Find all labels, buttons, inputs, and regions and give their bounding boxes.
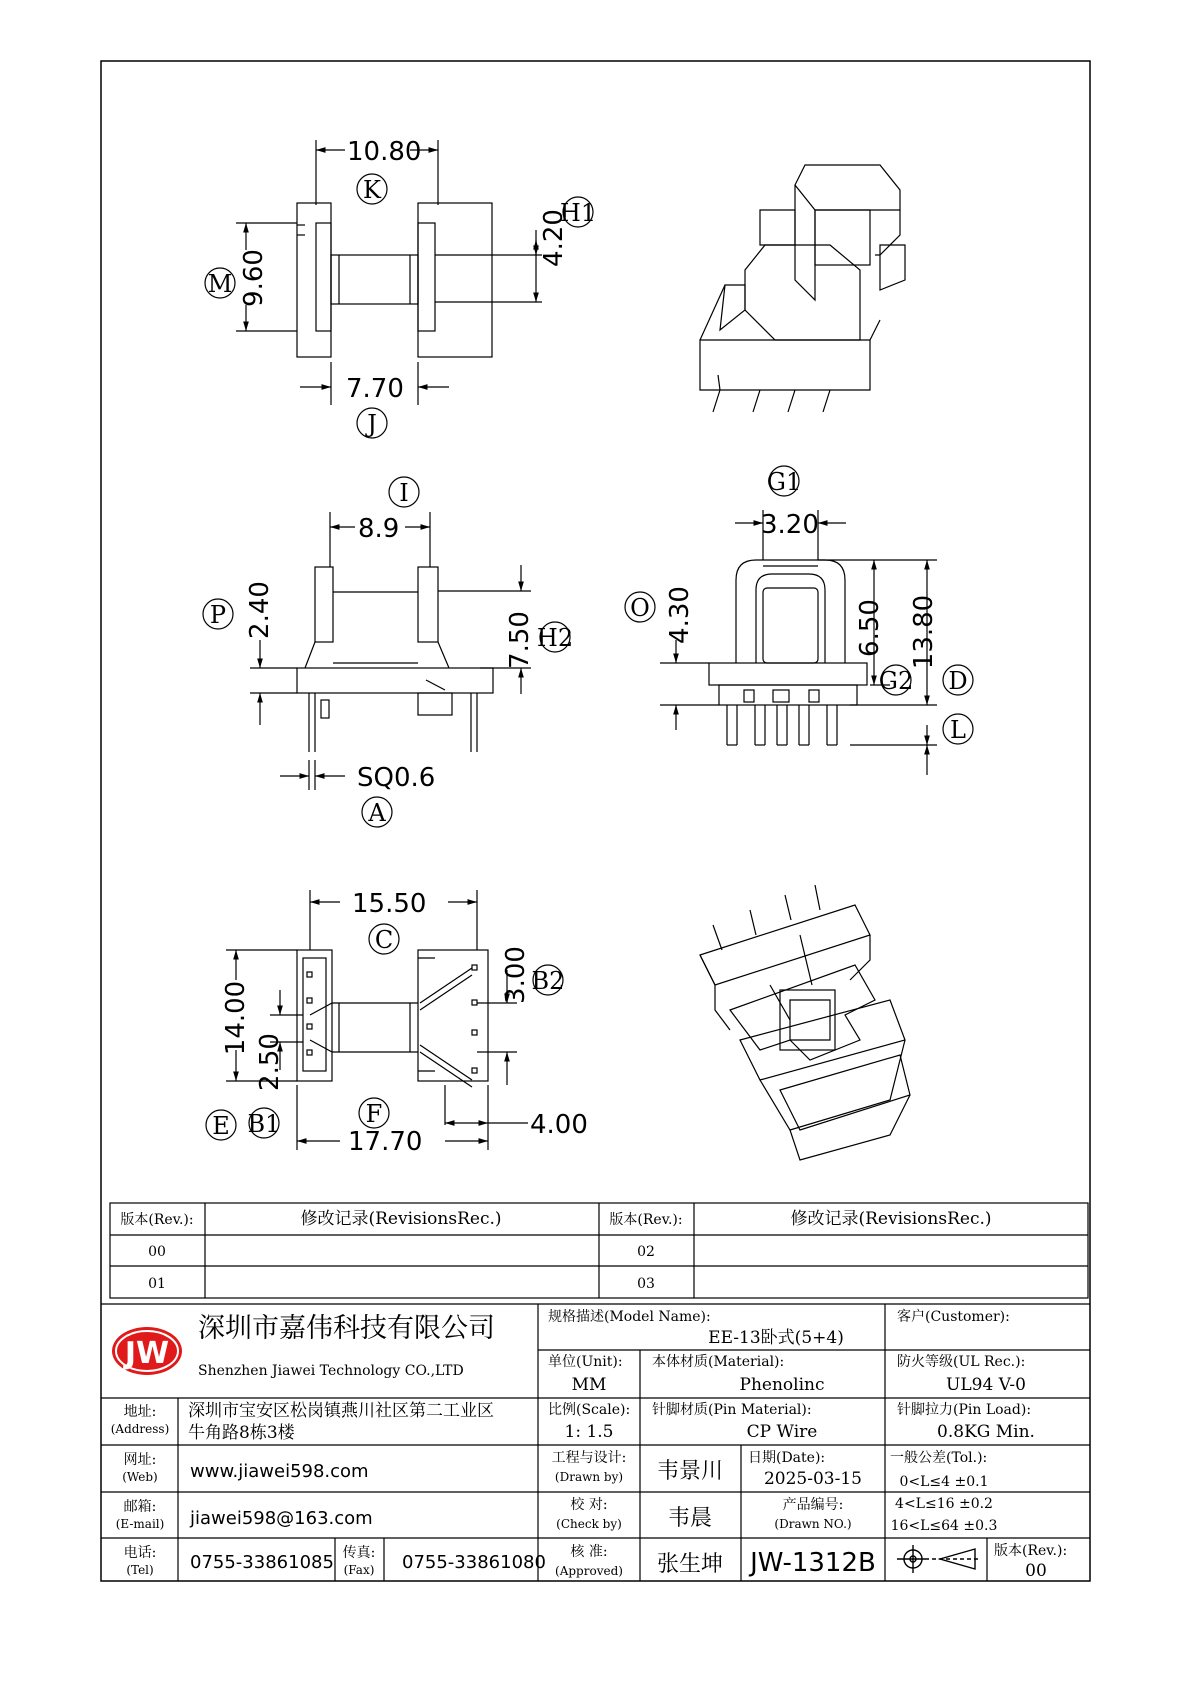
svg-text:D: D	[948, 667, 968, 695]
dim-H2-value: 7.50	[505, 611, 535, 669]
svg-text:地址:: 地址:	[123, 1404, 157, 1420]
svg-text:版本(Rev.):: 版本(Rev.):	[120, 1212, 194, 1228]
bottom-view	[297, 950, 488, 1087]
address-line-2: 牛角路8栋3楼	[188, 1423, 295, 1443]
svg-text:版本(Rev.):: 版本(Rev.):	[609, 1212, 683, 1228]
dim-K-value: 10.80	[347, 137, 422, 167]
dim-I-value: 8.9	[358, 514, 400, 544]
svg-text:电话:: 电话:	[123, 1545, 157, 1561]
svg-text:邮箱:: 邮箱:	[123, 1499, 157, 1515]
dim-E-value: 14.00	[221, 980, 251, 1056]
svg-text:P: P	[209, 601, 227, 629]
svg-text:M: M	[207, 270, 233, 298]
svg-text:JW: JW	[124, 1336, 170, 1371]
svg-text:(Check by): (Check by)	[556, 1517, 622, 1531]
dim-B1-value: 2.50	[255, 1033, 285, 1091]
svg-text:Phenolinc: Phenolinc	[739, 1375, 825, 1395]
svg-text:1: 1.5: 1: 1.5	[564, 1422, 614, 1442]
svg-text:C: C	[374, 926, 394, 954]
svg-text:I: I	[399, 479, 409, 507]
svg-text:版本(Rev.):: 版本(Rev.):	[994, 1543, 1068, 1559]
svg-text:O: O	[630, 594, 650, 622]
svg-text:针脚拉力(Pin Load):: 针脚拉力(Pin Load):	[897, 1402, 1032, 1418]
dim-L-value: 4.00	[530, 1110, 588, 1140]
svg-text:一般公差(Tol.):: 一般公差(Tol.):	[890, 1450, 988, 1466]
svg-text:修改记录(RevisionsRec.): 修改记录(RevisionsRec.)	[790, 1209, 992, 1229]
svg-text:00: 00	[148, 1244, 166, 1260]
dim-A-value: SQ0.6	[357, 763, 436, 793]
svg-text:(Drawn by): (Drawn by)	[554, 1470, 624, 1484]
svg-text:0.8KG Min.: 0.8KG Min.	[937, 1422, 1035, 1442]
svg-text:03: 03	[637, 1276, 655, 1292]
svg-text:A: A	[368, 799, 386, 827]
svg-text:2025-03-15: 2025-03-15	[763, 1469, 863, 1489]
model-name: EE-13卧式(5+4)	[708, 1328, 844, 1348]
svg-text:产品编号:: 产品编号:	[782, 1497, 844, 1513]
svg-text:工程与设计:: 工程与设计:	[551, 1450, 627, 1466]
address-line-1: 深圳市宝安区松岗镇燕川社区第二工业区	[188, 1401, 494, 1421]
dim-B2-value: 3.00	[501, 946, 531, 1004]
company-name-en: Shenzhen Jiawei Technology CO.,LTD	[198, 1363, 464, 1379]
svg-text:防火等级(UL Rec.):: 防火等级(UL Rec.):	[897, 1354, 1026, 1370]
svg-text:(Approved): (Approved)	[555, 1564, 623, 1578]
svg-text:E: E	[212, 1112, 230, 1140]
svg-text:客户(Customer):: 客户(Customer):	[897, 1309, 1010, 1325]
top-view	[297, 203, 492, 357]
svg-text:针脚材质(Pin Material):: 针脚材质(Pin Material):	[652, 1402, 812, 1418]
isometric-view-bottom	[700, 885, 910, 1160]
svg-text:MM: MM	[571, 1375, 607, 1395]
svg-text:核 准:: 核 准:	[570, 1544, 608, 1560]
svg-text:B1: B1	[247, 1110, 281, 1138]
svg-text:张生坤: 张生坤	[656, 1552, 724, 1577]
svg-text:(Drawn NO.): (Drawn NO.)	[774, 1517, 852, 1531]
front-view	[297, 567, 493, 752]
svg-text:4<L≤16 ±0.2: 4<L≤16 ±0.2	[895, 1496, 993, 1512]
svg-text:J: J	[367, 410, 377, 438]
isometric-view-top	[700, 165, 905, 412]
svg-text:CP Wire: CP Wire	[746, 1422, 818, 1442]
svg-text:规格描述(Model Name):: 规格描述(Model Name):	[548, 1309, 711, 1325]
svg-text:H2: H2	[536, 624, 574, 652]
dim-lines-front-view	[250, 512, 531, 790]
dim-P-value: 2.40	[245, 581, 275, 639]
dim-C-value: 15.50	[352, 889, 427, 919]
svg-text:比例(Scale):: 比例(Scale):	[548, 1402, 631, 1418]
svg-text:校 对:: 校 对:	[570, 1497, 608, 1513]
company-logo	[112, 1327, 182, 1375]
tel-number: 0755-33861085	[190, 1552, 334, 1573]
svg-text:韦景川: 韦景川	[656, 1459, 724, 1484]
svg-text:(Address): (Address)	[110, 1422, 170, 1436]
svg-text:01: 01	[148, 1276, 166, 1292]
drawing-number: JW-1312B	[750, 1548, 876, 1578]
web-url: www.jiawei598.com	[190, 1461, 369, 1482]
svg-text:00: 00	[1025, 1561, 1047, 1581]
dim-D-value: 13.80	[909, 594, 939, 670]
svg-text:H1: H1	[559, 199, 597, 227]
svg-text:(E-mail): (E-mail)	[115, 1517, 165, 1531]
svg-text:02: 02	[637, 1244, 655, 1260]
svg-text:韦晨: 韦晨	[667, 1506, 713, 1531]
side-view	[709, 560, 867, 745]
svg-text:(Fax): (Fax)	[343, 1563, 375, 1577]
projection-symbol-icon	[897, 1545, 980, 1573]
svg-text:日期(Date):: 日期(Date):	[748, 1450, 826, 1466]
svg-text:0<L≤4 ±0.1: 0<L≤4 ±0.1	[899, 1474, 989, 1490]
svg-text:G2: G2	[878, 667, 914, 695]
svg-text:单位(Unit):: 单位(Unit):	[548, 1354, 623, 1370]
svg-text:传真:: 传真:	[342, 1545, 376, 1561]
svg-text:16<L≤64 ±0.3: 16<L≤64 ±0.3	[890, 1518, 998, 1534]
dim-M-value: 9.60	[239, 249, 269, 307]
dimension-texts	[221, 137, 939, 1157]
dim-G1-value: 3.20	[761, 510, 819, 540]
svg-text:K: K	[363, 176, 381, 204]
svg-text:(Tel): (Tel)	[126, 1563, 154, 1577]
reference-label-texts	[208, 176, 968, 1140]
dim-G2-value: 6.50	[855, 599, 885, 657]
svg-text:UL94 V-0: UL94 V-0	[946, 1375, 1026, 1395]
email-address: jiawei598@163.com	[190, 1508, 373, 1529]
svg-text:修改记录(RevisionsRec.): 修改记录(RevisionsRec.)	[300, 1209, 502, 1229]
dim-H1-value: 4.20	[539, 209, 569, 267]
company-name-cn: 深圳市嘉伟科技有限公司	[198, 1313, 495, 1344]
svg-text:G1: G1	[766, 468, 802, 496]
svg-text:网址:: 网址:	[123, 1452, 157, 1468]
dim-lines-top-view	[236, 140, 542, 405]
svg-text:B2: B2	[531, 967, 565, 995]
svg-text:L: L	[950, 716, 966, 744]
dim-F-value: 17.70	[348, 1127, 423, 1157]
svg-text:(Web): (Web)	[122, 1470, 158, 1484]
dim-O-value: 4.30	[665, 586, 695, 644]
svg-text:F: F	[365, 1100, 383, 1128]
svg-text:本体材质(Material):: 本体材质(Material):	[652, 1354, 785, 1370]
fax-number: 0755-33861080	[402, 1552, 546, 1573]
revision-table-text	[120, 1209, 991, 1292]
dim-J-value: 7.70	[346, 374, 404, 404]
